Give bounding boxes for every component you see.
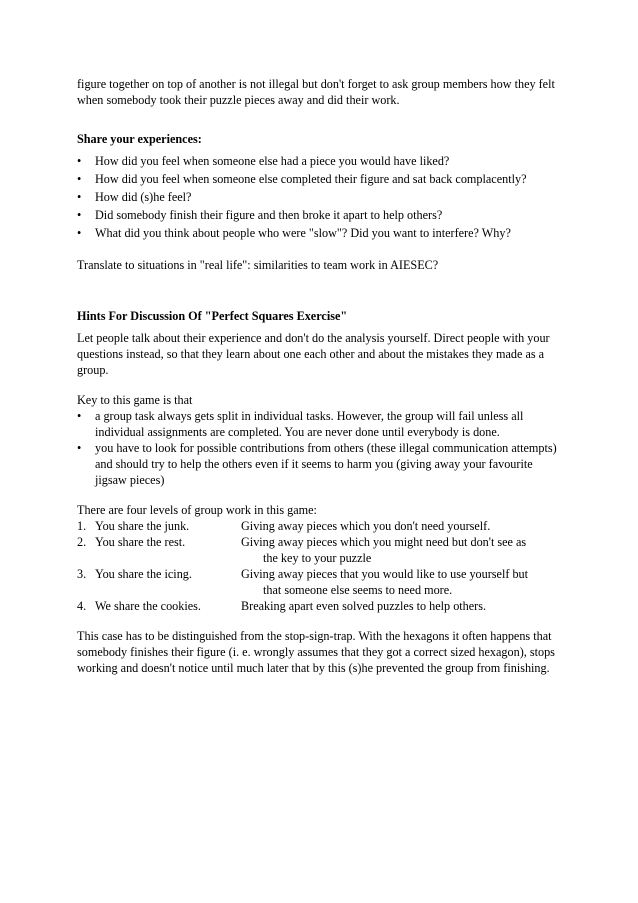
closing-paragraph: This case has to be distinguished from the stop-sign-trap. With the hexagons it often happens that somebody finishes their figure (i. e. wrongly assumes that they got a correct sized hexagon), stops working and doesn't notice until much later that by this (s)he prevented the group from finishing.	[77, 629, 555, 675]
share-question-list	[77, 153, 567, 241]
list-item: • How did (s)he feel?	[77, 190, 192, 204]
document-page	[77, 76, 567, 676]
list-item: • How did you feel when someone else had a piece you would have liked?	[77, 154, 450, 168]
list-item: • Did somebody finish their figure and then broke it apart to help others?	[77, 208, 443, 222]
key-list	[77, 408, 567, 488]
list-item: 1. You share the junk. Giving away pieces which you don't need yourself.	[77, 519, 491, 533]
list-item: 3. You share the icing. Giving away pieces that you would like to use yourself but that someone else seems to need more.	[77, 567, 529, 597]
bullet-icon: •	[77, 208, 82, 222]
list-item: • What did you think about people who were "slow"? Did you want to interfere? Why?	[77, 226, 511, 240]
list-item: • a group task always gets split in individual tasks. However, the group will fail unless all individual assignments are completed. You are never done until everybody is done.	[77, 409, 524, 439]
intro-paragraph: figure together on top of another is not illegal but don't forget to ask group members how they felt when somebody took their puzzle pieces away and did their work.	[77, 77, 555, 107]
levels-list	[77, 518, 567, 614]
key-intro: Key to this game is that	[77, 393, 193, 407]
translate-paragraph: Translate to situations in "real life": similarities to team work in AIESEC?	[77, 258, 439, 272]
bullet-icon: •	[77, 409, 82, 423]
levels-intro: There are four levels of group work in this game:	[77, 503, 317, 517]
list-item: 2. You share the rest. Giving away pieces which you might need but don't see as the key to your puzzle	[77, 535, 527, 565]
list-item: • you have to look for possible contributions from others (these illegal communication attempts) and should try to help the others even if it seems to harm you (giving away your favourite jigsaw pieces)	[77, 441, 557, 487]
list-item: • How did you feel when someone else completed their figure and sat back complacently?	[77, 172, 527, 186]
bullet-icon: •	[77, 190, 82, 204]
bullet-icon: •	[77, 226, 82, 240]
list-item: 4. We share the cookies. Breaking apart even solved puzzles to help others.	[77, 599, 487, 613]
bullet-icon: •	[77, 154, 82, 168]
bullet-icon: •	[77, 441, 82, 455]
share-heading: Share your experiences:	[77, 132, 202, 146]
bullet-icon: •	[77, 172, 82, 186]
hints-heading: Hints For Discussion Of "Perfect Squares Exercise"	[77, 309, 348, 323]
hints-paragraph: Let people talk about their experience and don't do the analysis yourself. Direct people with your questions instead, so that they learn about one each other and about the mistakes they made as a group.	[77, 331, 550, 377]
